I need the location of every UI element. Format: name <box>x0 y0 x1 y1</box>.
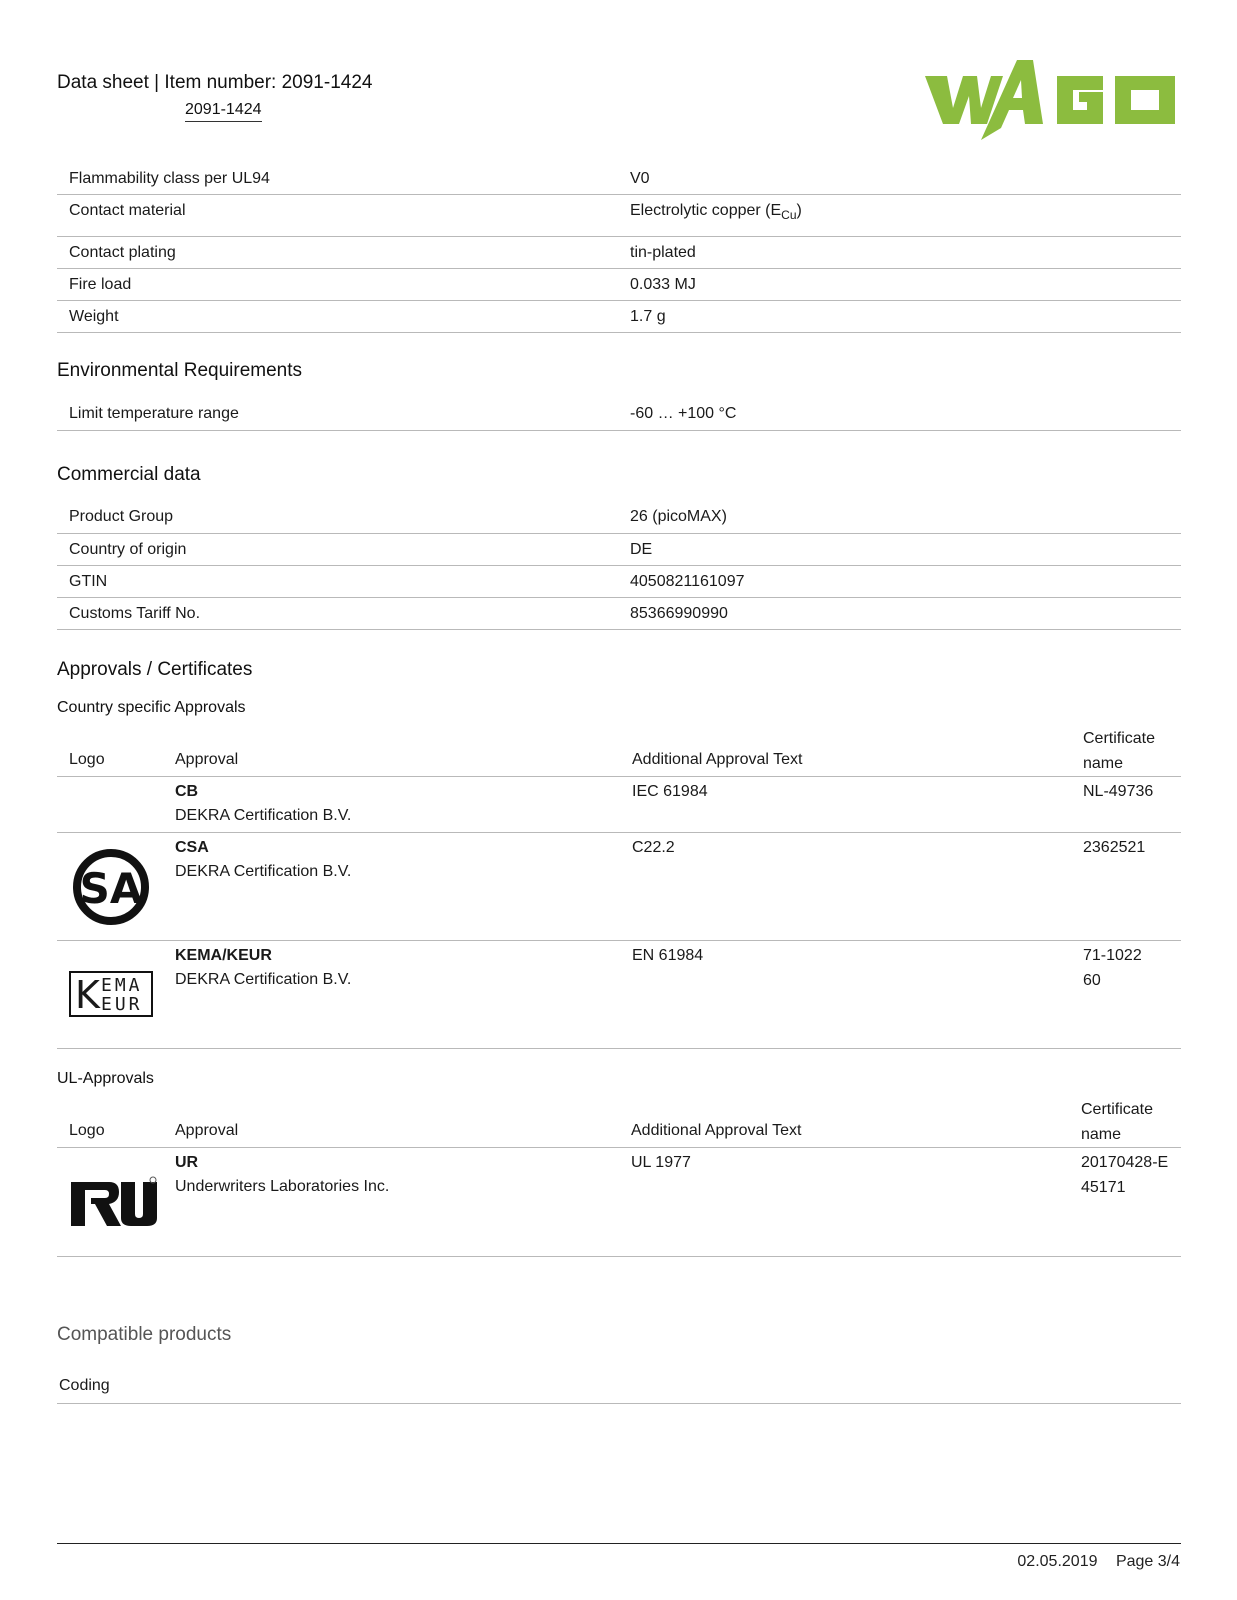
table-header <box>57 1097 1181 1148</box>
kema-bottom-text: EUR <box>101 994 143 1015</box>
property-value: V0 <box>630 170 650 187</box>
property-label: GTIN <box>69 573 108 590</box>
header-approval: Approval <box>175 751 239 768</box>
approval-name: KEMA/KEUR <box>175 947 272 964</box>
footer-date: 02.05.2019 <box>1017 1553 1098 1570</box>
kema-top-text: EMA <box>101 975 143 996</box>
kema-letter: K <box>75 973 100 1017</box>
table-row <box>57 1148 1181 1257</box>
item-number-link[interactable]: 2091-1424 <box>185 101 262 122</box>
approval-text: EN 61984 <box>632 947 704 964</box>
table-row <box>57 777 1181 833</box>
table-row <box>57 398 1181 431</box>
certificate-name: 20170428-E45171 <box>1081 1154 1169 1196</box>
header-approval: Approval <box>175 1122 239 1139</box>
ur-logo <box>69 1176 159 1232</box>
table-row <box>57 195 1181 237</box>
properties-table <box>57 163 1181 333</box>
footer-page: Page 3/4 <box>1115 1553 1180 1570</box>
property-value: -60 … +100 °C <box>630 405 737 422</box>
header-additional-text: Additional Approval Text <box>632 751 803 768</box>
ul-approvals-table <box>57 1097 1181 1257</box>
coding-label: Coding <box>59 1377 110 1394</box>
property-label: Flammability class per UL94 <box>69 170 270 187</box>
value-suffix: ) <box>796 202 802 219</box>
approval-org: DEKRA Certification B.V. <box>175 971 352 988</box>
environmental-table <box>57 398 1181 431</box>
table-row <box>57 833 1181 941</box>
header-certificate-name: Certificate name <box>1081 1101 1154 1143</box>
table-row <box>57 237 1181 269</box>
certificate-name: 71-102260 <box>1083 947 1142 989</box>
property-value: 85366990990 <box>630 605 728 622</box>
property-label: Fire load <box>69 276 132 293</box>
approval-text: UL 1977 <box>631 1154 691 1171</box>
approval-org: DEKRA Certification B.V. <box>175 863 352 880</box>
certificate-name: NL-49736 <box>1083 783 1154 800</box>
table-row <box>57 941 1181 1049</box>
property-value <box>630 202 802 220</box>
subsection-ul-approvals: UL-Approvals <box>57 1070 154 1087</box>
approval-org: DEKRA Certification B.V. <box>175 807 352 824</box>
csa-logo <box>71 845 151 929</box>
approval-text: C22.2 <box>632 839 675 856</box>
section-title-approvals: Approvals / Certificates <box>57 659 253 680</box>
property-value: 1.7 g <box>630 308 666 325</box>
property-value: 0.033 MJ <box>630 276 696 293</box>
property-label: Country of origin <box>69 541 187 558</box>
approval-org: Underwriters Laboratories Inc. <box>175 1178 390 1195</box>
table-row <box>57 598 1181 630</box>
table-header <box>57 726 1181 777</box>
table-row <box>57 301 1181 333</box>
property-value: 4050821161097 <box>630 573 745 590</box>
property-label: Contact material <box>69 202 186 219</box>
wago-logo <box>925 58 1181 144</box>
footer <box>1017 1553 1180 1571</box>
footer-divider <box>57 1543 1181 1544</box>
header-logo: Logo <box>69 1122 105 1139</box>
header-certificate-name: Certificate name <box>1083 730 1156 772</box>
table-row <box>57 566 1181 598</box>
property-label: Product Group <box>69 508 174 525</box>
table-row <box>57 163 1181 195</box>
country-approvals-table <box>57 726 1181 1049</box>
svg-text:SA: SA <box>79 864 143 913</box>
section-title-environmental: Environmental Requirements <box>57 360 303 381</box>
property-value: tin-plated <box>630 244 696 261</box>
header-additional-text: Additional Approval Text <box>631 1122 802 1139</box>
property-label: Customs Tariff No. <box>69 605 201 622</box>
property-label: Contact plating <box>69 244 176 261</box>
property-label: Limit temperature range <box>69 405 239 422</box>
subsection-country-approvals: Country specific Approvals <box>57 699 246 716</box>
approval-name: CB <box>175 783 199 800</box>
approval-text: IEC 61984 <box>632 783 708 800</box>
value-main: Electrolytic copper (E <box>630 202 782 219</box>
coding-row[interactable] <box>57 1373 1181 1404</box>
header-logo: Logo <box>69 751 105 768</box>
kema-keur-logo <box>69 971 153 1017</box>
wago-logo-mark <box>925 60 1175 140</box>
approval-name: CSA <box>175 839 209 856</box>
table-row <box>57 501 1181 534</box>
page-title: Data sheet | Item number: 2091-1424 <box>57 72 373 93</box>
certificate-name: 2362521 <box>1083 839 1146 856</box>
property-value: 26 (picoMAX) <box>630 508 727 525</box>
property-label: Weight <box>69 308 119 325</box>
table-row <box>57 534 1181 566</box>
approval-name: UR <box>175 1154 199 1171</box>
commercial-table <box>57 501 1181 630</box>
table-row <box>57 269 1181 301</box>
property-value: DE <box>630 541 653 558</box>
section-title-commercial: Commercial data <box>57 464 201 485</box>
value-subscript: Cu <box>781 208 797 222</box>
section-title-compatible: Compatible products <box>57 1324 232 1345</box>
